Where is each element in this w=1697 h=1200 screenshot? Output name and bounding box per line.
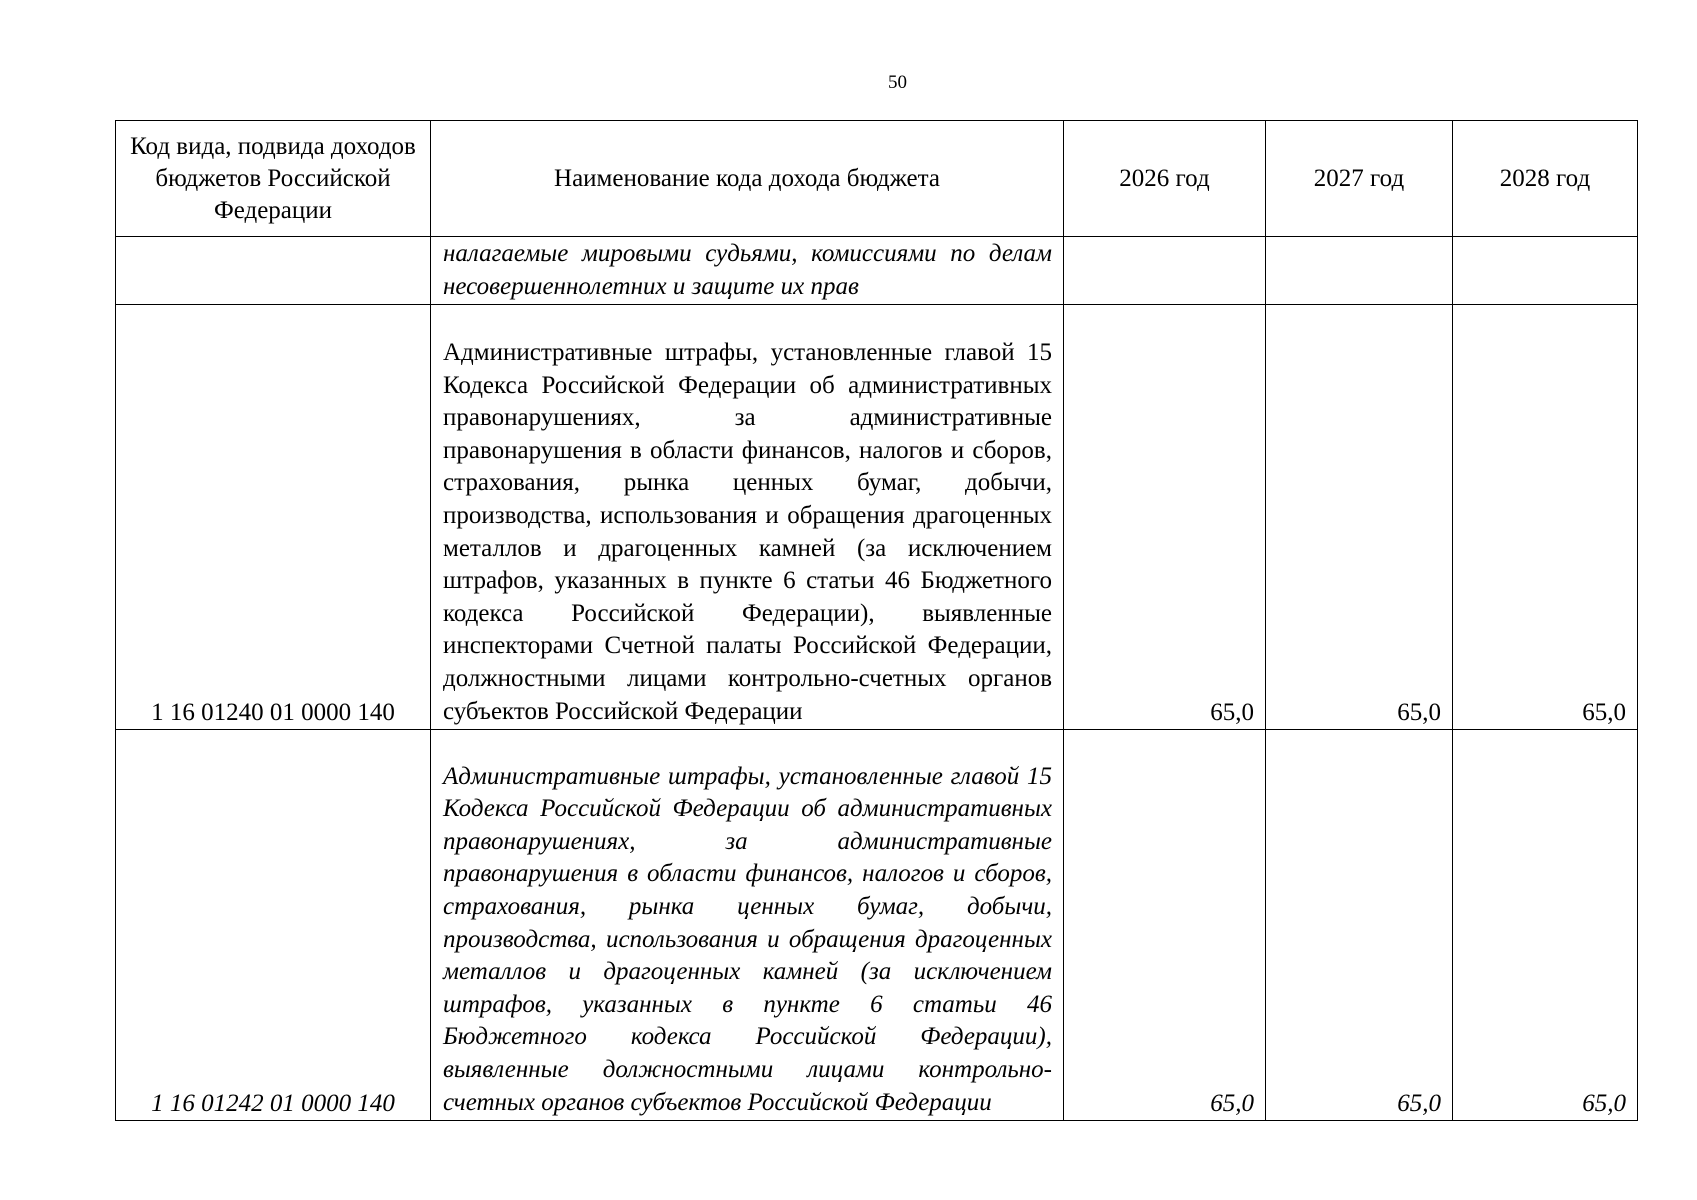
revenue-table — [115, 120, 1638, 1121]
row-code — [116, 237, 431, 305]
header-code: Код вида, подвида доходов бюджетов Российской Федерации — [116, 121, 431, 237]
table-row — [116, 237, 1638, 305]
row-value-2026: 65,0 — [1064, 730, 1266, 1121]
row-value-2028 — [1453, 237, 1638, 305]
row-value-2026: 65,0 — [1064, 305, 1266, 730]
row-value-2028: 65,0 — [1453, 730, 1638, 1121]
table-header-row — [116, 121, 1638, 237]
header-2027: 2027 год — [1266, 121, 1453, 237]
row-name: Административные штрафы, установленные главой 15 Кодекса Российской Федерации об административных правонарушениях, за административные правонарушения в области финансов, налогов и сборов, страхования, рынка ценных бумаг, добычи, производства, использования и обращения драгоценных металлов и драгоценных камней (за исключением штрафов, указанных в пункте 6 статьи 46 Бюджетного кодекса Российской Федерации), выявленные инспекторами Счетной палаты Российской Федерации, должностными лицами контрольно-счетных органов субъектов Российской Федерации — [431, 305, 1064, 730]
row-value-2027: 65,0 — [1266, 305, 1453, 730]
row-code: 1 16 01242 01 0000 140 — [116, 730, 431, 1121]
table-row — [116, 305, 1638, 730]
page-number: 50 — [888, 72, 907, 93]
table-row — [116, 730, 1638, 1121]
row-name: Административные штрафы, установленные главой 15 Кодекса Российской Федерации об административных правонарушениях, за административные правонарушения в области финансов, налогов и сборов, страхования, рынка ценных бумаг, добычи, производства, использования и обращения драгоценных металлов и драгоценных камней (за исключением штрафов, указанных в пункте 6 статьи 46 Бюджетного кодекса Российской Федерации), выявленные должностными лицами контрольно-счетных органов субъектов Российской Федерации — [431, 730, 1064, 1121]
header-2026: 2026 год — [1064, 121, 1266, 237]
row-code: 1 16 01240 01 0000 140 — [116, 305, 431, 730]
header-name: Наименование кода дохода бюджета — [431, 121, 1064, 237]
header-2028: 2028 год — [1453, 121, 1638, 237]
row-value-2026 — [1064, 237, 1266, 305]
row-value-2027: 65,0 — [1266, 730, 1453, 1121]
row-value-2027 — [1266, 237, 1453, 305]
row-value-2028: 65,0 — [1453, 305, 1638, 730]
row-name: налагаемые мировыми судьями, комиссиями по делам несовершеннолетних и защите их прав — [431, 237, 1064, 305]
